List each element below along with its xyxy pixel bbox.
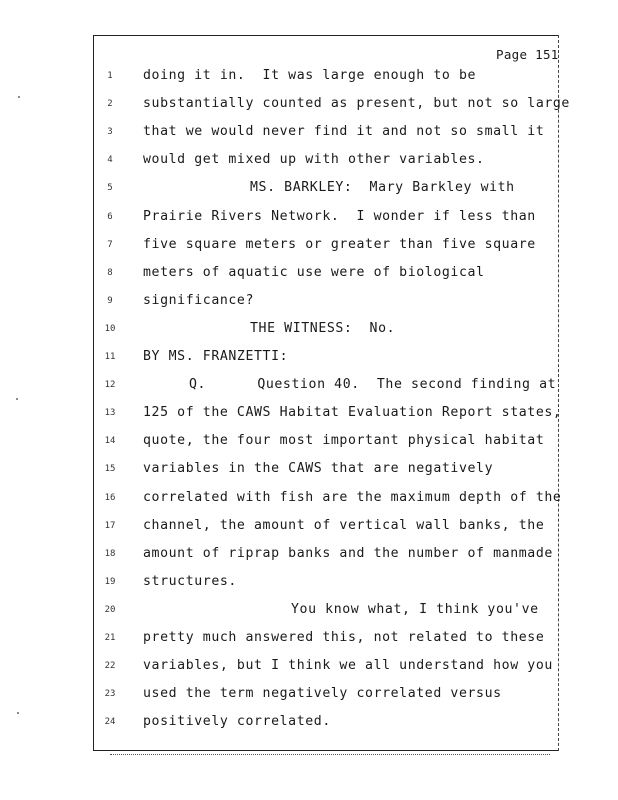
line-number: 16	[104, 492, 116, 503]
line-number: 2	[107, 99, 113, 110]
line-text: Prairie Rivers Network. I wonder if less than	[143, 208, 536, 224]
line-number: 6	[107, 211, 113, 222]
line-text: correlated with fish are the maximum depth of the	[143, 489, 562, 505]
page-right-edge	[558, 35, 561, 751]
line-text: channel, the amount of vertical wall banks, the	[143, 517, 545, 533]
line-number: 19	[104, 576, 116, 587]
line-text: meters of aquatic use were of biological	[143, 264, 485, 280]
line-text: would get mixed up with other variables.	[143, 152, 485, 168]
line-text: Q. Question 40. The second finding at	[189, 377, 557, 393]
line-text: substantially counted as present, but not so large	[143, 96, 570, 112]
line-text: 125 of the CAWS Habitat Evaluation Report states,	[143, 405, 562, 421]
line-number: 8	[107, 267, 113, 278]
page-bottom-edge	[110, 754, 550, 757]
line-text: structures.	[143, 573, 237, 589]
line-text: pretty much answered this, not related to these	[143, 630, 545, 645]
line-number: 23	[104, 689, 116, 700]
line-number: 3	[107, 127, 113, 138]
line-text: used the term negatively correlated versus	[143, 686, 502, 702]
line-number: 7	[107, 239, 113, 250]
line-text: that we would never find it and not so small it	[143, 124, 545, 140]
line-text: five square meters or greater than five square	[143, 236, 536, 252]
line-text: THE WITNESS: No.	[250, 320, 396, 336]
line-text: variables, but I think we all understand how you	[143, 658, 553, 674]
line-number: 15	[104, 464, 116, 475]
line-text: variables in the CAWS that are negatively	[143, 461, 494, 477]
line-text: positively correlated.	[143, 714, 331, 730]
line-number: 22	[104, 661, 116, 672]
line-text: BY MS. FRANZETTI:	[143, 349, 289, 364]
line-number: 1	[107, 71, 113, 81]
line-number: 11	[104, 352, 116, 362]
line-text: amount of riprap banks and the number of manmade	[143, 545, 553, 561]
line-number: 18	[104, 548, 116, 559]
line-number: 4	[107, 155, 113, 166]
line-number: 21	[104, 633, 116, 643]
line-number: 9	[107, 295, 113, 306]
line-number: 20	[104, 604, 116, 615]
scan-speck	[17, 712, 19, 714]
line-number: 12	[104, 380, 116, 391]
line-number: 17	[104, 520, 116, 531]
line-number: 5	[107, 183, 113, 194]
scan-speck	[16, 398, 18, 400]
scan-speck	[18, 96, 20, 98]
line-text: significance?	[143, 292, 255, 308]
line-text: MS. BARKLEY: Mary Barkley with	[250, 180, 515, 196]
line-number: 14	[104, 436, 116, 447]
page-number: Page 151	[496, 47, 559, 62]
line-number: 24	[104, 717, 116, 728]
line-text: quote, the four most important physical habitat	[143, 433, 545, 449]
line-text: You know what, I think you've	[291, 601, 539, 617]
line-number: 13	[104, 408, 116, 419]
line-text: doing it in. It was large enough to be	[143, 68, 477, 83]
line-number: 10	[104, 323, 116, 334]
